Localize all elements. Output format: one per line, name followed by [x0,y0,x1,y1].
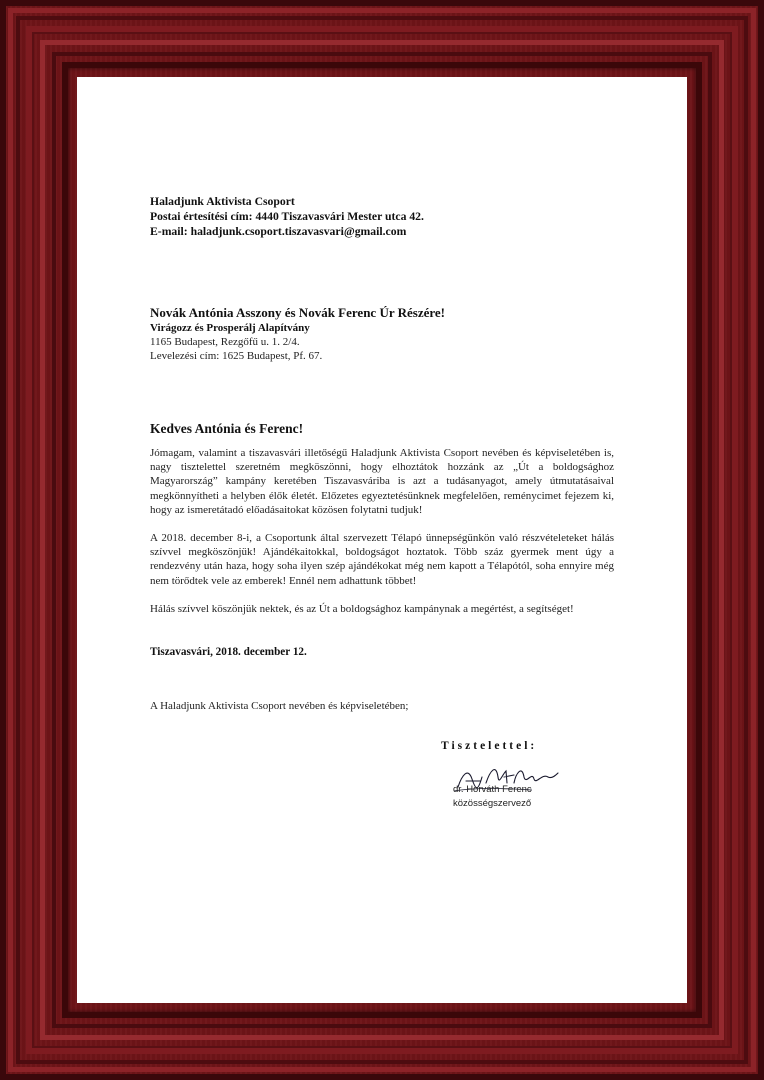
signer-title: közösségszervező [453,798,532,809]
signer-name: dr. Horváth Ferenc [453,784,532,795]
sender-address: Postai értesítési cím: 4440 Tiszavasvári Mester utca 42. [150,210,424,223]
sender-name: Haladjunk Aktivista Csoport [150,195,295,208]
sender-block [150,194,614,239]
letter-body [150,446,614,630]
recipient-postal-address: Levelezési cím: 1625 Budapest, Pf. 67. [150,350,323,363]
dateline: Tiszavasvári, 2018. december 12. [150,646,307,658]
body-paragraph: A 2018. december 8-i, a Csoportunk által szervezett Télapó ünnepségünkön való részvételeteket hálás szívvel megköszönjük! Ajándékaitokkal, boldogságot hoztatok. Több száz gyermek ment úgy a rendezvény után haza, hogy soha ilyen szép ajándékokat még nem kapott a Télapótól, soha ennyire még nem törődtek vele az emberek! Ennél nem adhattunk többet! [150,532,614,587]
recipient-address: 1165 Budapest, Rezgőfű u. 1. 2/4. [150,336,300,349]
signer-block [453,783,563,811]
letter-page [77,77,687,1003]
body-paragraph: Jómagam, valamint a tiszavasvári illetőségű Haladjunk Aktivista Csoport nevében és képviseletében is, nagy tisztelettel szeretném megköszönni, hogy elhoztátok hozzánk az „Út a boldogsághoz Magyarország” kampány keretében Tiszavasváriba is azt a tudásanyagot, amely útmutatásaival megkönnyítheti a helyben élők életét. Előzetes egyeztetésünknek megfelelően, reménycimet fejezem ki, hogy az ismeretátadó előadásaitokat közösen folytatni tudjuk! [150,447,614,516]
recipient-organization: Virágozz és Prosperálj Alapítvány [150,322,310,334]
greeting: Kedves Antónia és Ferenc! [150,421,304,436]
recipient-block [150,304,614,364]
sender-email: E-mail: haladjunk.csoport.tiszavasvari@gmail.com [150,225,407,238]
closing-line: A Haladjunk Aktivista Csoport nevében és képviseletében; [150,700,409,712]
body-paragraph: Hálás szívvel köszönjük nektek, és az Út a boldogsághoz kampánynak a megértést, a segítséget! [150,602,574,615]
recipient-name: Novák Antónia Asszony és Novák Ferenc Úr Részére! [150,305,446,320]
salutation: Tisztelettel: [441,740,538,752]
